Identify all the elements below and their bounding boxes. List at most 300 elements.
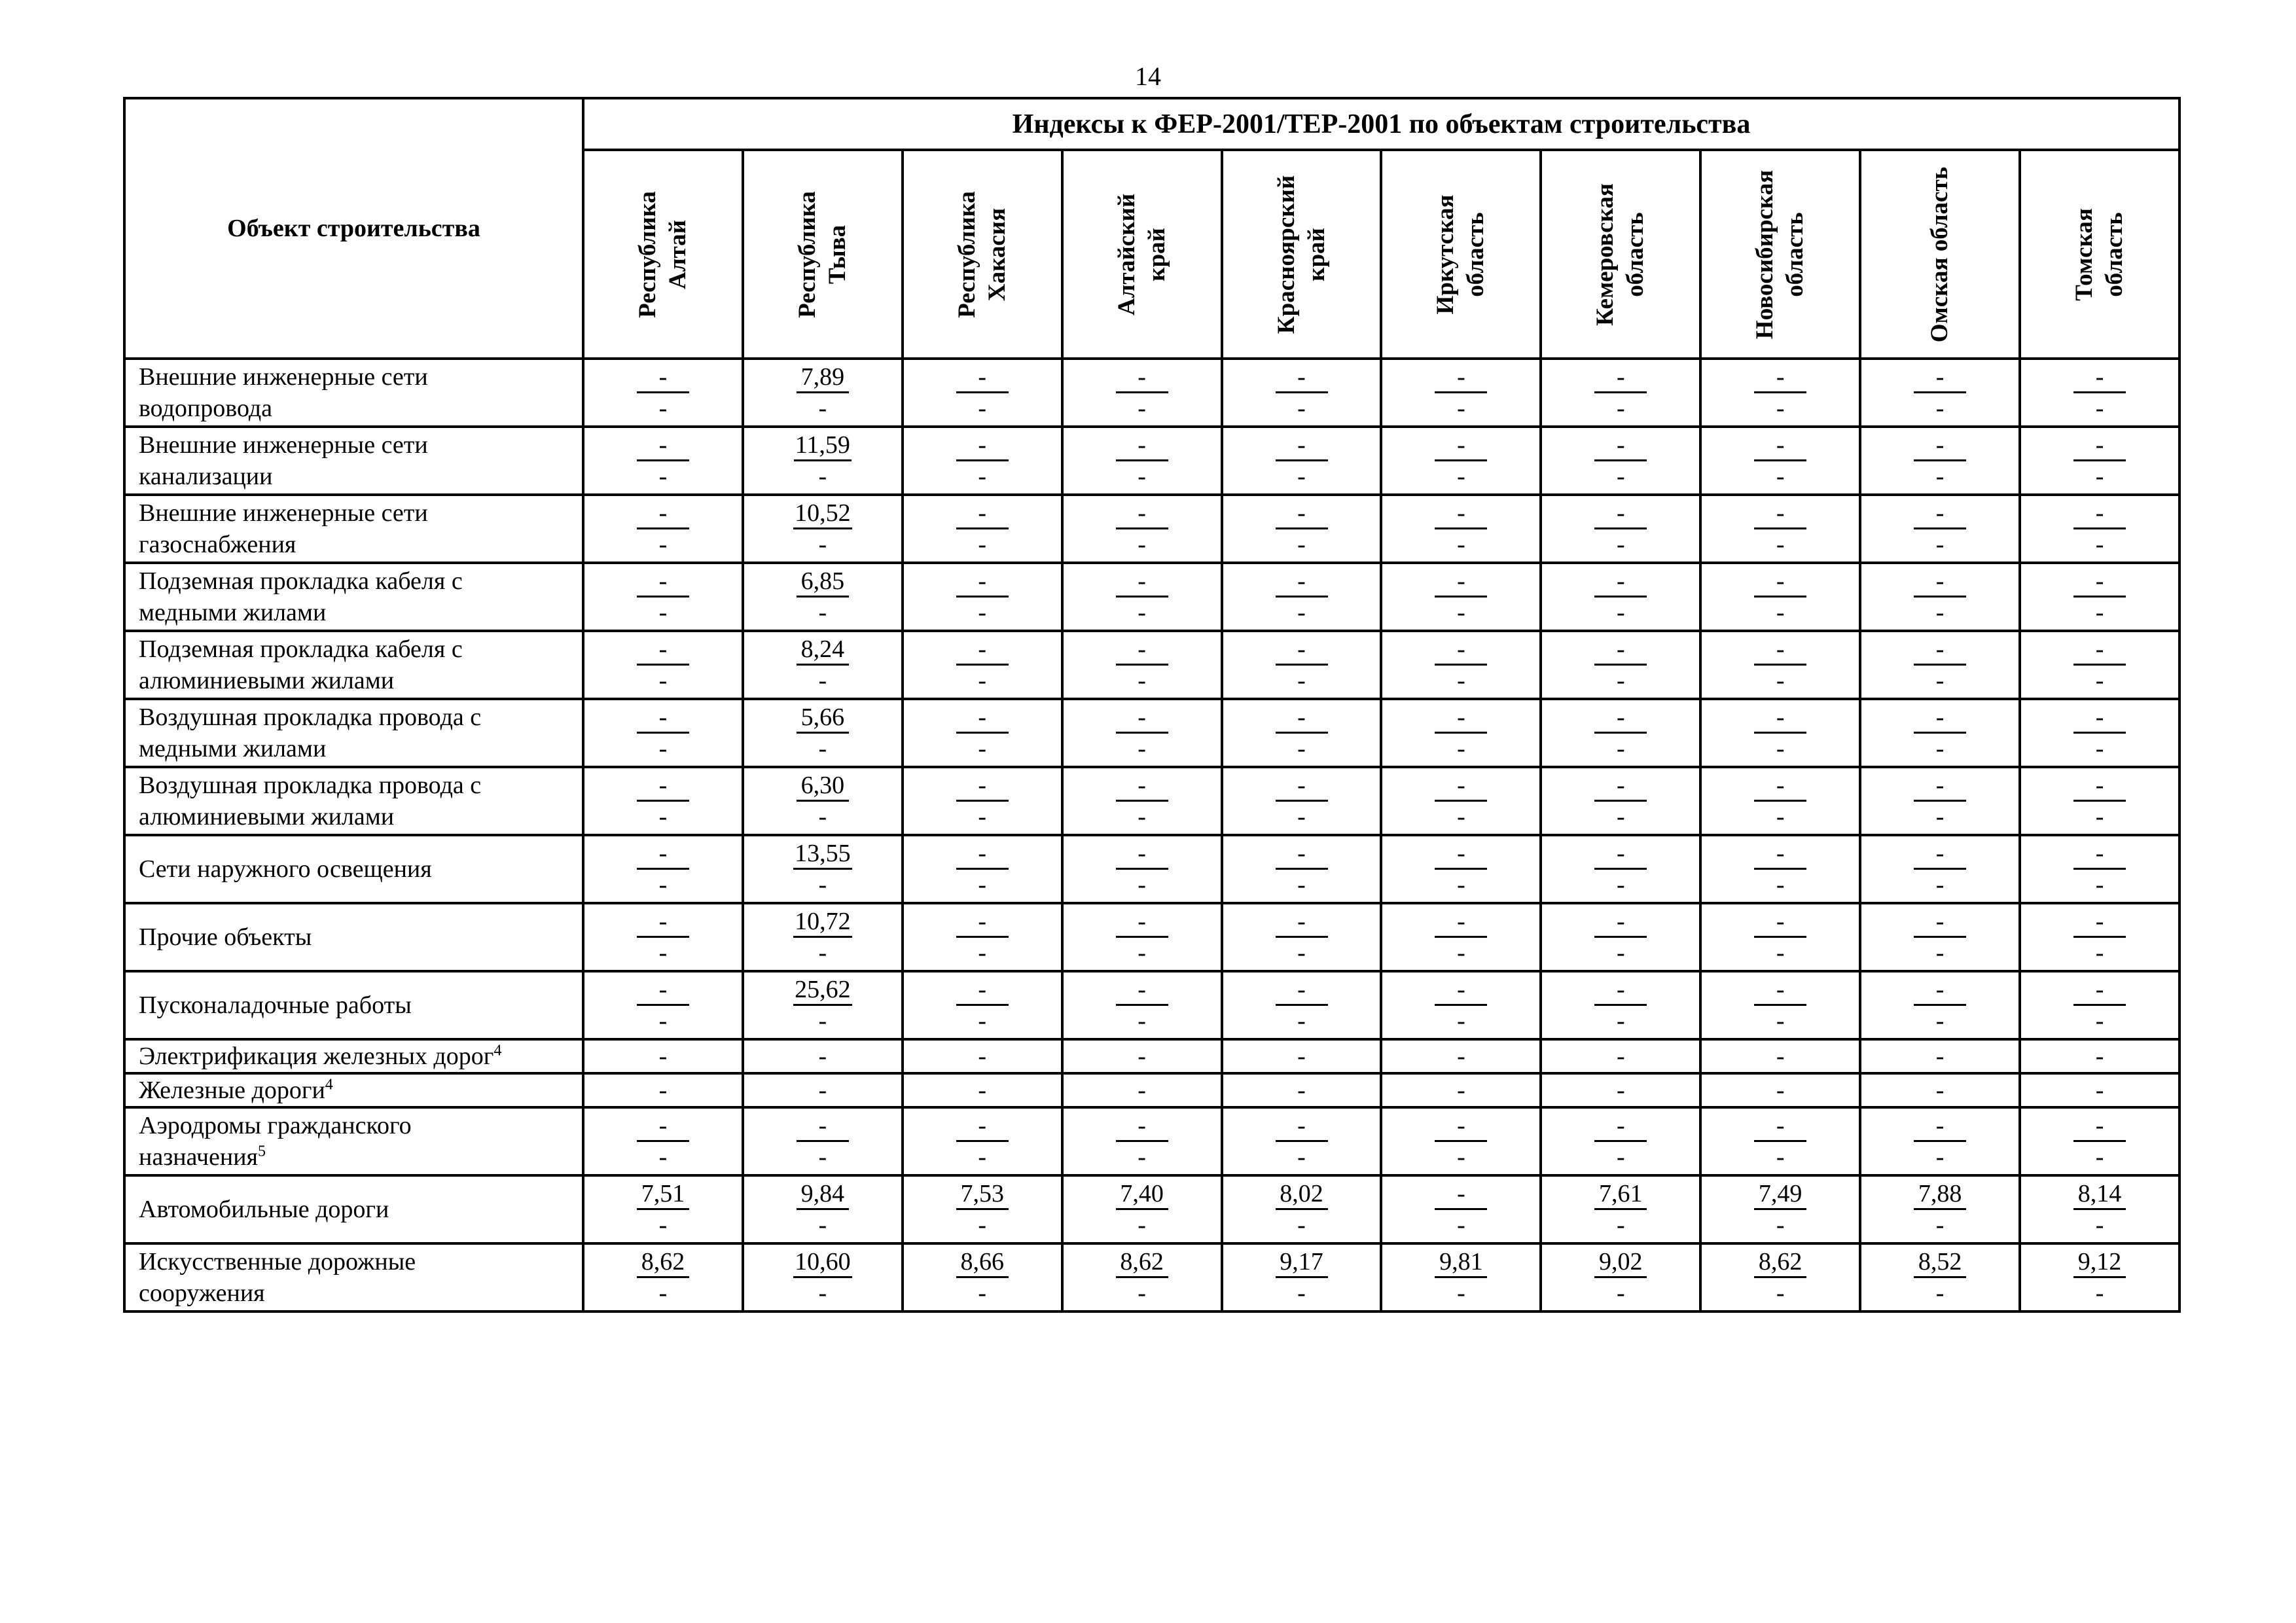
fer-index-value: - (1435, 1111, 1487, 1142)
index-fraction (793, 497, 852, 560)
ter-index-value: - (1776, 599, 1785, 626)
index-fraction (1914, 1178, 1966, 1240)
ter-index-value: - (1935, 463, 1945, 490)
region-name-line: Республика (953, 190, 980, 318)
index-cell (1062, 1073, 1222, 1107)
ter-index-value: - (978, 1143, 987, 1171)
ter-index-value: - (1138, 463, 1146, 490)
index-fraction (2073, 361, 2126, 423)
ter-index-value: - (978, 803, 987, 830)
fer-index-value: 8,02 (1276, 1179, 1328, 1210)
ter-index-value: - (658, 1211, 668, 1239)
object-name-line: медными жилами (139, 599, 327, 626)
index-cell (1700, 631, 1860, 699)
fer-index-value: - (1435, 839, 1487, 870)
object-name-line: Прочие объекты (139, 923, 312, 951)
fer-index-value: - (2073, 363, 2126, 393)
index-fraction (1116, 497, 1168, 560)
index-cell (1541, 631, 1700, 699)
indices-group-header: Индексы к ФЕР-2001/ТЕР-2001 по объектам строительства (583, 98, 2179, 150)
index-cell (903, 631, 1062, 699)
fer-index-value: 7,40 (1116, 1179, 1168, 1210)
fer-index-value: - (1435, 975, 1487, 1006)
index-value: - (1935, 1043, 1945, 1070)
index-fraction (1754, 702, 1806, 764)
object-name-cell (124, 359, 583, 427)
index-cell (1541, 563, 1700, 631)
ter-index-value: - (658, 1279, 668, 1307)
ter-index-value: - (1138, 1007, 1146, 1035)
index-cell (1700, 699, 1860, 767)
index-fraction (1435, 702, 1487, 764)
index-fraction (1754, 1178, 1806, 1240)
fer-index-value: 7,61 (1594, 1179, 1647, 1210)
fer-index-value: - (2073, 635, 2126, 666)
object-name-line: Воздушная прокладка провода с (139, 772, 482, 799)
index-cell (583, 1073, 743, 1107)
index-cell (2020, 1175, 2179, 1243)
fer-index-value: - (956, 771, 1009, 802)
ter-index-value: - (1297, 395, 1306, 422)
index-cell (583, 699, 743, 767)
index-cell (1700, 835, 1860, 903)
fer-index-value: - (1754, 567, 1806, 597)
object-name-line: алюминиевыми жилами (139, 803, 395, 830)
index-fraction (1914, 429, 1966, 491)
index-fraction (1594, 702, 1647, 764)
fer-index-value: - (1276, 635, 1328, 666)
index-fraction (1276, 906, 1328, 968)
ter-index-value: - (978, 1007, 987, 1035)
ter-index-value: - (1297, 803, 1306, 830)
index-cell (1541, 359, 1700, 427)
index-fraction (1435, 1110, 1487, 1172)
fer-index-value: - (956, 907, 1009, 938)
object-column-header (124, 98, 583, 359)
fer-index-value: - (1276, 907, 1328, 938)
ter-index-value: - (818, 1279, 827, 1307)
index-fraction (956, 429, 1009, 491)
index-value: - (2095, 1077, 2104, 1104)
index-cell (1222, 767, 1382, 835)
fer-index-value: 9,02 (1594, 1247, 1647, 1278)
region-name-line: область (2101, 211, 2128, 297)
index-fraction (956, 702, 1009, 764)
index-fraction (1276, 633, 1328, 696)
ter-index-value: - (818, 1007, 827, 1035)
ter-index-value: - (1776, 1211, 1785, 1239)
fer-index-value: 8,66 (956, 1247, 1009, 1278)
ter-index-value: - (1935, 1007, 1945, 1035)
index-cell (1381, 359, 1541, 427)
fer-index-value: - (956, 635, 1009, 666)
fer-index-value: - (956, 1111, 1009, 1142)
index-fraction (1914, 1246, 1966, 1308)
index-cell (1062, 1039, 1222, 1073)
index-cell (583, 1175, 743, 1243)
fer-index-value: - (956, 567, 1009, 597)
ter-index-value: - (818, 939, 827, 967)
region-name-line: Иркутская (1432, 194, 1460, 314)
index-cell (743, 971, 903, 1039)
index-cell (1062, 767, 1222, 835)
index-fraction (1276, 1178, 1328, 1240)
index-cell (1381, 631, 1541, 699)
index-fraction (1276, 974, 1328, 1036)
index-fraction (1594, 770, 1647, 832)
index-cell (583, 903, 743, 971)
index-cell (903, 1073, 1062, 1107)
index-cell (743, 1073, 903, 1107)
index-cell (1541, 1107, 1700, 1175)
ter-index-value: - (1297, 463, 1306, 490)
index-fraction (793, 974, 852, 1036)
ter-index-value: - (1616, 531, 1625, 558)
table-row (124, 563, 2179, 631)
index-cell (1222, 427, 1382, 495)
index-cell (583, 835, 743, 903)
object-name-cell (124, 835, 583, 903)
object-name-cell (124, 1243, 583, 1311)
index-fraction (797, 1110, 849, 1172)
index-cell (1541, 1243, 1700, 1311)
fer-index-value: - (1116, 839, 1168, 870)
index-fraction (2073, 429, 2126, 491)
index-cell (1700, 1039, 1860, 1073)
fer-index-value: 25,62 (793, 975, 852, 1006)
index-cell (1860, 767, 2020, 835)
region-header-text (2070, 208, 2130, 301)
ter-index-value: - (2095, 463, 2104, 490)
index-fraction (637, 361, 689, 423)
index-fraction (1116, 633, 1168, 696)
ter-index-value: - (1776, 395, 1785, 422)
region-header-text (1925, 166, 1955, 342)
index-cell (1062, 699, 1222, 767)
fer-index-value: 7,88 (1914, 1179, 1966, 1210)
fer-index-value: - (1754, 703, 1806, 734)
index-value: - (1138, 1043, 1146, 1070)
indices-table (123, 97, 2181, 1313)
fer-index-value: 9,81 (1435, 1247, 1487, 1278)
index-cell (903, 1039, 1062, 1073)
index-fraction (2073, 633, 2126, 696)
fer-index-value: - (637, 567, 689, 597)
fer-index-value: - (1914, 839, 1966, 870)
index-cell (1062, 971, 1222, 1039)
ter-index-value: - (658, 395, 668, 422)
fer-index-value: - (2073, 1111, 2126, 1142)
ter-index-value: - (1138, 1279, 1146, 1307)
object-name-line: Аэродромы гражданского (139, 1112, 412, 1139)
index-cell (743, 1175, 903, 1243)
fer-index-value: - (637, 431, 689, 461)
index-fraction (1754, 1110, 1806, 1172)
object-name-cell (124, 563, 583, 631)
index-fraction (2073, 770, 2126, 832)
ter-index-value: - (1457, 531, 1465, 558)
ter-index-value: - (2095, 803, 2104, 830)
object-name-line: Автомобильные дороги (139, 1196, 389, 1223)
index-cell (1860, 359, 2020, 427)
index-cell (1062, 427, 1222, 495)
region-header (1381, 150, 1541, 359)
object-name-line: назначения (139, 1143, 259, 1171)
index-cell (2020, 1039, 2179, 1073)
index-cell (2020, 1243, 2179, 1311)
index-fraction (1276, 1110, 1328, 1172)
index-cell (743, 903, 903, 971)
object-name-line: Подземная прокладка кабеля с (139, 635, 463, 663)
ter-index-value: - (1776, 871, 1785, 899)
ter-index-value: - (1457, 1279, 1465, 1307)
index-value: - (1776, 1043, 1785, 1070)
ter-index-value: - (1935, 395, 1945, 422)
object-name-cell (124, 903, 583, 971)
object-name-cell (124, 631, 583, 699)
fer-index-value: - (2073, 431, 2126, 461)
ter-index-value: - (818, 803, 827, 830)
index-cell (743, 1039, 903, 1073)
ter-index-value: - (1457, 395, 1465, 422)
index-cell (2020, 699, 2179, 767)
index-cell (1381, 1073, 1541, 1107)
object-name-line: Сети наружного освещения (139, 855, 432, 883)
fer-index-value: 9,84 (797, 1179, 849, 1210)
fer-index-value: - (1116, 771, 1168, 802)
index-cell (1381, 427, 1541, 495)
index-cell (1381, 1243, 1541, 1311)
object-name-cell (124, 1175, 583, 1243)
fer-index-value: - (1116, 1111, 1168, 1142)
ter-index-value: - (1935, 1279, 1945, 1307)
index-fraction (1116, 1178, 1168, 1240)
index-value: - (1297, 1043, 1306, 1070)
index-cell (1222, 495, 1382, 563)
index-fraction (637, 974, 689, 1036)
index-fraction (1914, 1110, 1966, 1172)
table-row (124, 1107, 2179, 1175)
index-value: - (818, 1077, 827, 1104)
fer-index-value: 13,55 (793, 839, 852, 870)
index-fraction (637, 702, 689, 764)
index-fraction (637, 770, 689, 832)
index-fraction (2073, 838, 2126, 900)
index-cell (583, 427, 743, 495)
fer-index-value: - (1435, 499, 1487, 529)
index-fraction (956, 497, 1009, 560)
index-fraction (797, 361, 849, 423)
ter-index-value: - (1138, 1211, 1146, 1239)
ter-index-value: - (1776, 1007, 1785, 1035)
region-header-text (633, 191, 693, 318)
ter-index-value: - (2095, 939, 2104, 967)
index-cell (1062, 903, 1222, 971)
ter-index-value: - (2095, 599, 2104, 626)
index-cell (1222, 903, 1382, 971)
fer-index-value: - (1276, 499, 1328, 529)
ter-index-value: - (1776, 531, 1785, 558)
ter-index-value: - (658, 1143, 668, 1171)
index-cell (1541, 1175, 1700, 1243)
ter-index-value: - (978, 463, 987, 490)
index-fraction (1435, 974, 1487, 1036)
object-name-line: Пусконаладочные работы (139, 991, 412, 1019)
fer-index-value: 10,52 (793, 499, 852, 529)
object-name-cell (124, 699, 583, 767)
fer-index-value: - (637, 907, 689, 938)
fer-index-value: - (1594, 363, 1647, 393)
index-cell (743, 1243, 903, 1311)
index-cell (1222, 1039, 1382, 1073)
ter-index-value: - (1457, 871, 1465, 899)
index-fraction (1116, 770, 1168, 832)
ter-index-value: - (978, 667, 987, 694)
index-cell (1222, 835, 1382, 903)
region-name-line: Омская область (1926, 166, 1954, 342)
index-fraction (2073, 1110, 2126, 1172)
index-fraction (1914, 974, 1966, 1036)
index-cell (1700, 1243, 1860, 1311)
index-cell (743, 631, 903, 699)
index-fraction (956, 361, 1009, 423)
fer-index-value: - (1435, 567, 1487, 597)
index-cell (1541, 767, 1700, 835)
index-cell (743, 359, 903, 427)
ter-index-value: - (1935, 1143, 1945, 1171)
index-fraction (2073, 565, 2126, 628)
ter-index-value: - (1776, 803, 1785, 830)
index-fraction (1754, 974, 1806, 1036)
ter-index-value: - (1935, 735, 1945, 762)
index-cell (583, 971, 743, 1039)
table-row (124, 767, 2179, 835)
region-name-line: Тыва (823, 224, 851, 284)
ter-index-value: - (1297, 939, 1306, 967)
ter-index-value: - (658, 803, 668, 830)
index-cell (1700, 563, 1860, 631)
index-cell (743, 495, 903, 563)
index-cell (1062, 1243, 1222, 1311)
fer-index-value: - (956, 499, 1009, 529)
region-name-line: Республика (793, 190, 821, 318)
fer-index-value: - (1116, 363, 1168, 393)
index-fraction (2073, 1178, 2126, 1240)
index-fraction (1435, 838, 1487, 900)
index-fraction (1435, 906, 1487, 968)
ter-index-value: - (1616, 1279, 1625, 1307)
index-fraction (637, 565, 689, 628)
object-name-cell (124, 971, 583, 1039)
index-cell (1222, 563, 1382, 631)
table-row (124, 495, 2179, 563)
index-cell (1222, 971, 1382, 1039)
region-header-text (1590, 183, 1651, 326)
ter-index-value: - (1297, 599, 1306, 626)
fer-index-value: - (1754, 363, 1806, 393)
region-name-line: Хакасия (983, 207, 1011, 301)
index-fraction (1276, 1246, 1328, 1308)
region-name-line: край (1302, 227, 1330, 281)
index-fraction (637, 429, 689, 491)
fer-index-value: - (1914, 703, 1966, 734)
object-name-cell (124, 1107, 583, 1175)
object-name-line: Электрификация железных дорог (139, 1043, 494, 1070)
ter-index-value: - (1935, 1211, 1945, 1239)
fer-index-value: - (637, 363, 689, 393)
index-fraction (1435, 497, 1487, 560)
ter-index-value: - (1297, 1143, 1306, 1171)
ter-index-value: - (1457, 735, 1465, 762)
region-name-line: Новосибирская (1751, 169, 1779, 339)
fer-index-value: - (1754, 431, 1806, 461)
index-fraction (637, 633, 689, 696)
object-name-line: Подземная прокладка кабеля с (139, 567, 463, 595)
index-cell (2020, 835, 2179, 903)
object-name-line: Искусственные дорожные (139, 1248, 416, 1275)
table-row (124, 903, 2179, 971)
index-cell (1541, 971, 1700, 1039)
ter-index-value: - (1138, 531, 1146, 558)
index-cell (1062, 1175, 1222, 1243)
region-header (1062, 150, 1222, 359)
region-header (1541, 150, 1700, 359)
ter-index-value: - (978, 531, 987, 558)
footnote-marker: 4 (325, 1076, 333, 1094)
index-cell (1381, 971, 1541, 1039)
object-name-line: Воздушная прокладка провода с (139, 704, 482, 731)
region-header (1700, 150, 1860, 359)
ter-index-value: - (1616, 803, 1625, 830)
index-value: - (978, 1043, 987, 1070)
fer-index-value: - (637, 703, 689, 734)
table-row (124, 1243, 2179, 1311)
index-fraction (1914, 906, 1966, 968)
ter-index-value: - (1776, 1279, 1785, 1307)
ter-index-value: - (1457, 939, 1465, 967)
index-cell (1062, 631, 1222, 699)
index-fraction (2073, 906, 2126, 968)
index-cell (1541, 835, 1700, 903)
ter-index-value: - (1616, 1143, 1625, 1171)
fer-index-value: - (1276, 975, 1328, 1006)
ter-index-value: - (1935, 599, 1945, 626)
index-fraction (1276, 361, 1328, 423)
index-cell (2020, 359, 2179, 427)
index-fraction (1914, 497, 1966, 560)
index-cell (903, 427, 1062, 495)
index-cell (1222, 359, 1382, 427)
index-cell (2020, 971, 2179, 1039)
index-value: - (1138, 1077, 1146, 1104)
ter-index-value: - (658, 939, 668, 967)
index-cell (903, 903, 1062, 971)
index-fraction (956, 1110, 1009, 1172)
index-fraction (2073, 497, 2126, 560)
index-value: - (658, 1077, 668, 1104)
ter-index-value: - (1457, 599, 1465, 626)
index-cell (1541, 1073, 1700, 1107)
ter-index-value: - (1138, 803, 1146, 830)
index-fraction (1914, 565, 1966, 628)
index-cell (1222, 1175, 1382, 1243)
fer-index-value: - (956, 431, 1009, 461)
table-row (124, 631, 2179, 699)
ter-index-value: - (978, 735, 987, 762)
index-cell (1860, 1039, 2020, 1073)
index-cell (583, 563, 743, 631)
index-fraction (794, 429, 852, 491)
